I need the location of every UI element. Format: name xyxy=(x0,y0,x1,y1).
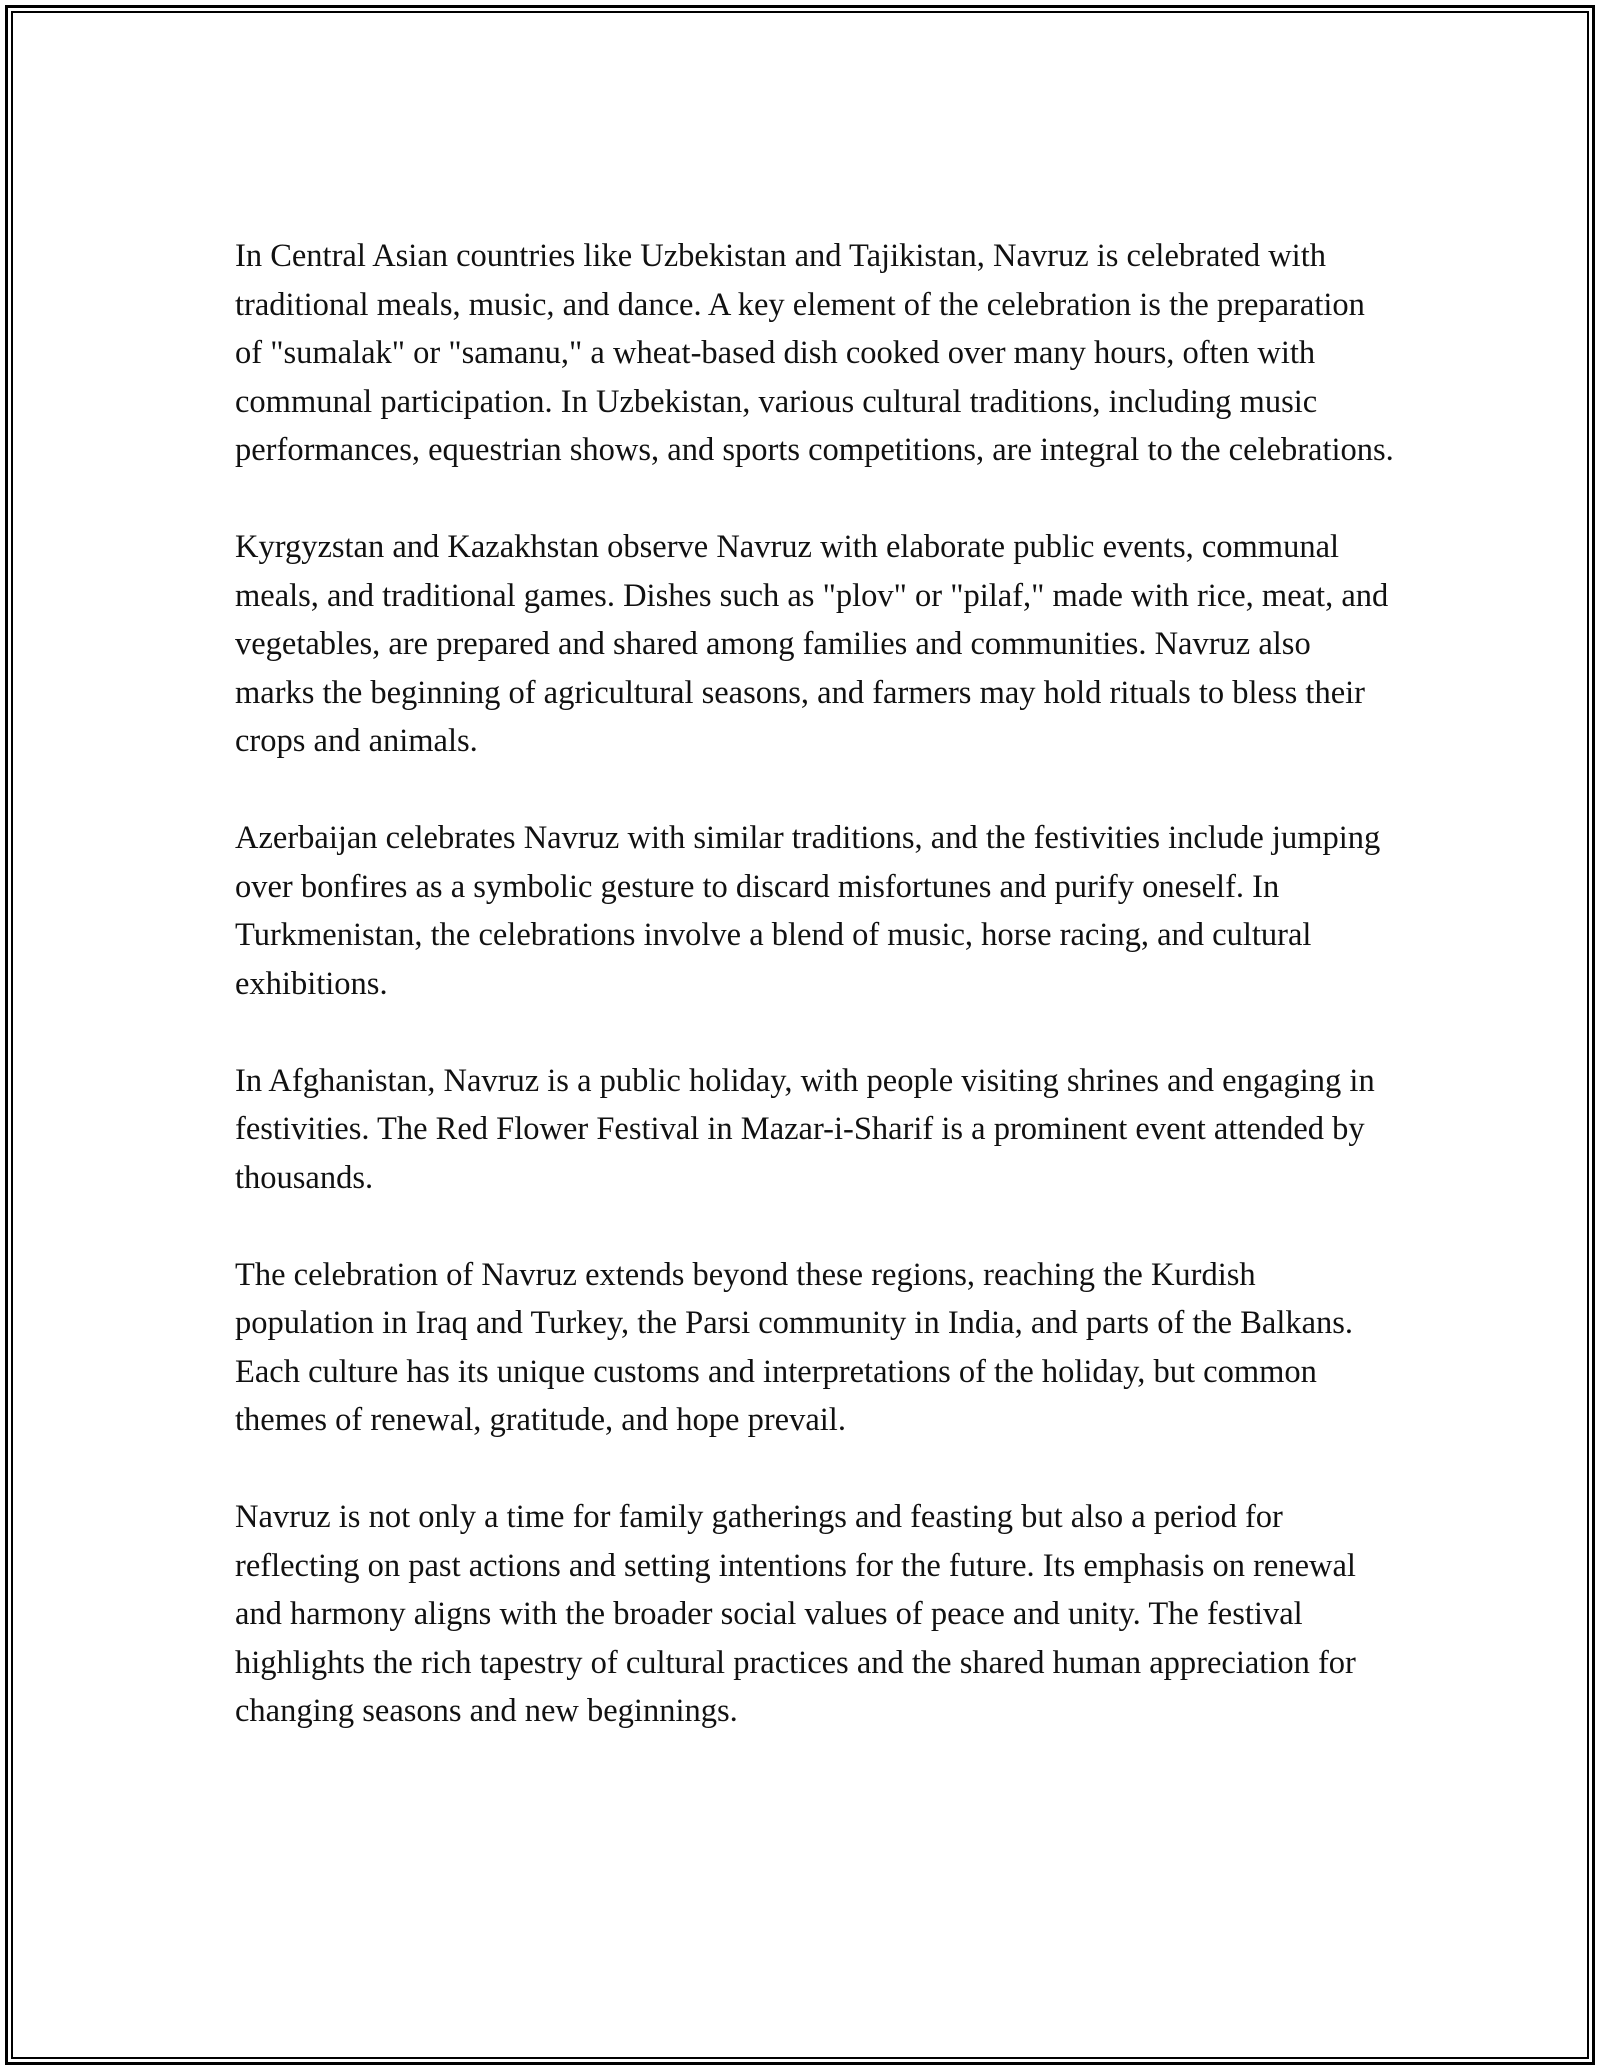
paragraph-central-asia: In Central Asian countries like Uzbekistan and Tajikistan, Navruz is celebrated with traditional meals, music, and dance. A key element of the celebration is the preparation of "sumalak" or "samanu," a wheat-based dish cooked over many hours, often with communal participation. In Uzbekistan, various cultural traditions, including music performances, equestrian shows, and sports competitions, are integral to the celebrations. xyxy=(235,238,1394,468)
document-body xyxy=(235,232,1395,1736)
paragraph-azerbaijan-turkmenistan: Azerbaijan celebrates Navruz with similar traditions, and the festivities include jumping over bonfires as a symbolic gesture to discard misfortunes and purify oneself. In Turkmenistan, the celebrations involve a blend of music, horse racing, and cultural exhibitions. xyxy=(235,820,1381,1002)
paragraph-beyond-regions: The celebration of Navruz extends beyond these regions, reaching the Kurdish population in Iraq and Turkey, the Parsi community in India, and parts of the Balkans. Each culture has its unique customs and interpretations of the holiday, but common themes of renewal, gratitude, and hope prevail. xyxy=(235,1256,1354,1438)
paragraph-conclusion: Navruz is not only a time for family gatherings and feasting but also a period for reflecting on past actions and setting intentions for the future. Its emphasis on renewal and harmony aligns with the broader social values of peace and unity. The festival highlights the rich tapestry of cultural practices and the shared human appreciation for changing seasons and new beginnings. xyxy=(235,1499,1356,1729)
paragraph-kyrgyzstan-kazakhstan: Kyrgyzstan and Kazakhstan observe Navruz with elaborate public events, communal meals, and traditional games. Dishes such as "plov" or "pilaf," made with rice, meat, and vegetables, are prepared and shared among families and communities. Navruz also marks the beginning of agricultural seasons, and farmers may hold rituals to bless their crops and animals. xyxy=(235,529,1389,759)
paragraph-afghanistan: In Afghanistan, Navruz is a public holiday, with people visiting shrines and engaging in festivities. The Red Flower Festival in Mazar-i-Sharif is a prominent event attended by thousands. xyxy=(235,1062,1375,1196)
